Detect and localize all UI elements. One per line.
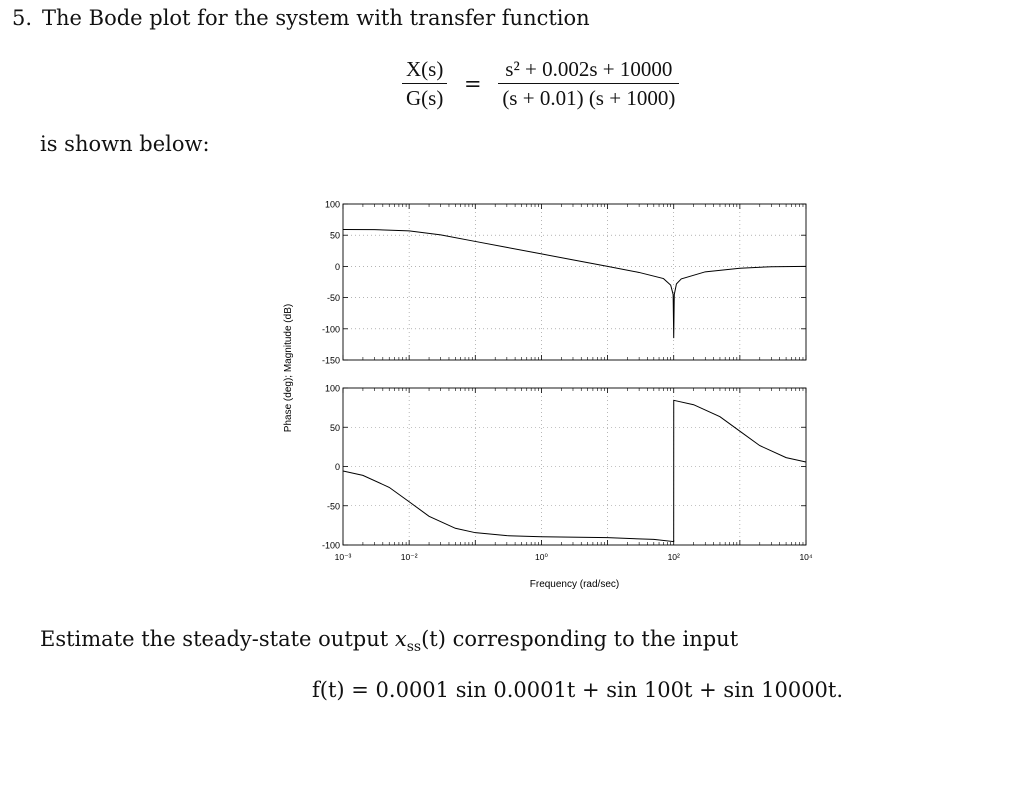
- magnitude-ytick-label: 50: [329, 230, 340, 241]
- problem-intro-text: The Bode plot for the system with transfer function: [42, 6, 590, 30]
- magnitude-ytick-label: 100: [324, 199, 340, 210]
- question-var: x: [394, 627, 407, 651]
- tf-rhs-numerator: s² + 0.002s + 10000: [498, 55, 679, 84]
- shown-below-text: is shown below:: [40, 132, 210, 156]
- question-pre: Estimate the steady-state output: [40, 627, 395, 651]
- question-text: [40, 627, 738, 655]
- x-axis-label: Frequency (rad/sec): [529, 579, 620, 590]
- y-axis-label: Phase (deg); Magnitude (dB): [283, 303, 294, 433]
- magnitude-ytick-label: -100: [321, 324, 340, 335]
- magnitude-panel: [322, 200, 806, 366]
- tf-lhs-numerator: X(s): [402, 55, 447, 84]
- magnitude-ytick-label: -150: [321, 355, 340, 366]
- tf-lhs-denominator: G(s): [406, 86, 444, 110]
- magnitude-frame: [343, 204, 806, 360]
- x-tick-label: 10⁴: [799, 552, 813, 562]
- magnitude-ytick-label: 0: [334, 261, 340, 272]
- magnitude-ytick-label: -50: [326, 293, 340, 304]
- phase-frame: [343, 388, 806, 545]
- x-tick-label: 10⁰: [534, 552, 548, 562]
- question-post: corresponding to the input: [445, 627, 739, 651]
- x-tick-label: 10²: [667, 552, 680, 562]
- phase-ytick-label: 0: [334, 462, 340, 472]
- phase-ytick-label: 100: [324, 383, 340, 394]
- problem-number: 5.: [12, 6, 33, 30]
- phase-panel: [322, 384, 806, 551]
- question-sub: ss: [406, 639, 422, 656]
- tf-rhs-denominator: (s + 0.01) (s + 1000): [502, 86, 676, 110]
- equals-sign: =: [464, 71, 482, 96]
- phase-ytick-label: 50: [329, 422, 340, 433]
- x-tick-label: 10⁻²: [400, 552, 418, 562]
- question-arg: (t): [421, 627, 446, 651]
- phase-ytick-label: -50: [326, 501, 340, 512]
- phase-ytick-label: -100: [321, 540, 340, 551]
- x-tick-label: 10⁻³: [334, 552, 352, 562]
- input-equation: f(t) = 0.0001 sin 0.0001t + sin 100t + sin 10000t.: [312, 678, 844, 702]
